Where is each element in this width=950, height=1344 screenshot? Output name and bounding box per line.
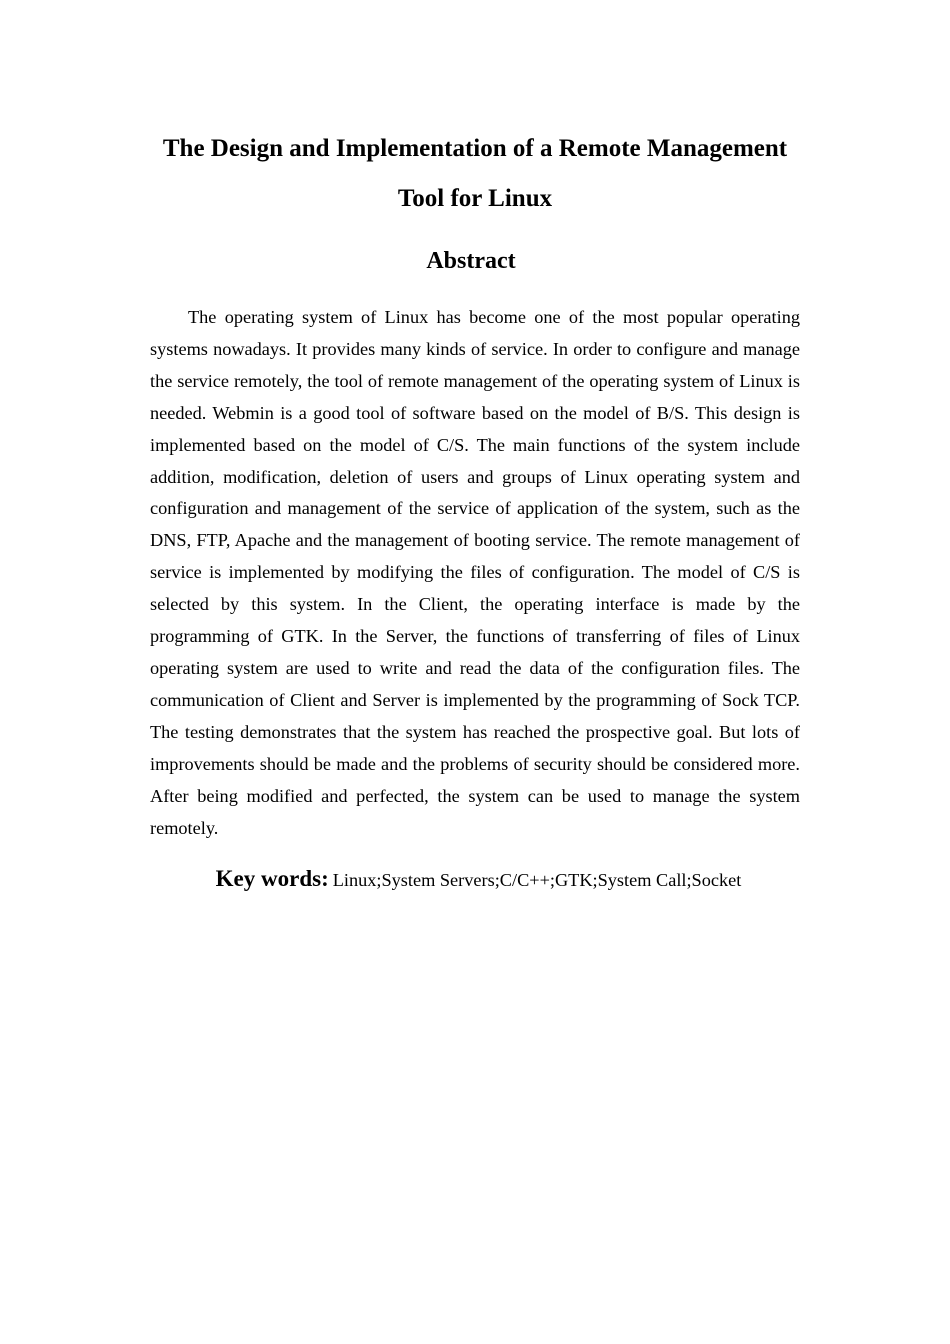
keywords-label: Key words: xyxy=(215,866,329,891)
paper-title: The Design and Implementation of a Remote Management Tool for Linux xyxy=(162,135,788,212)
abstract-body: The operating system of Linux has become one of the most popular operating systems nowadays. It provides many kinds of service. In order to configure and manage the service remotely, the tool of remote management of the operating system of Linux is needed. Webmin is a good tool of software based on the model of B/S. This design is implemented based on the model of C/S. The main functions of the system include addition, modification, deletion of users and groups of Linux operating system and configuration and management of the service of application of the system, such as the DNS, FTP, Apache and the management of booting service. The remote management of service is implemented by modifying the files of configuration. The model of C/S is selected by this system. In the Client, the operating interface is made by the programming of GTK. In the Server, the functions of transferring of files of Linux operating system are used to write and read the data of the configuration files. The communication of Client and Server is implemented by the programming of Sock TCP. The testing demonstrates that the system has reached the prospective goal. But lots of improvements should be made and the problems of security should be considered more. After being modified and perfected, the system can be used to manage the system remotely. xyxy=(150,307,800,838)
keywords-text: Linux;System Servers;C/C++;GTK;System Call;Socket xyxy=(332,870,742,890)
abstract-heading: Abstract xyxy=(426,248,516,274)
keywords-line xyxy=(0,861,950,900)
